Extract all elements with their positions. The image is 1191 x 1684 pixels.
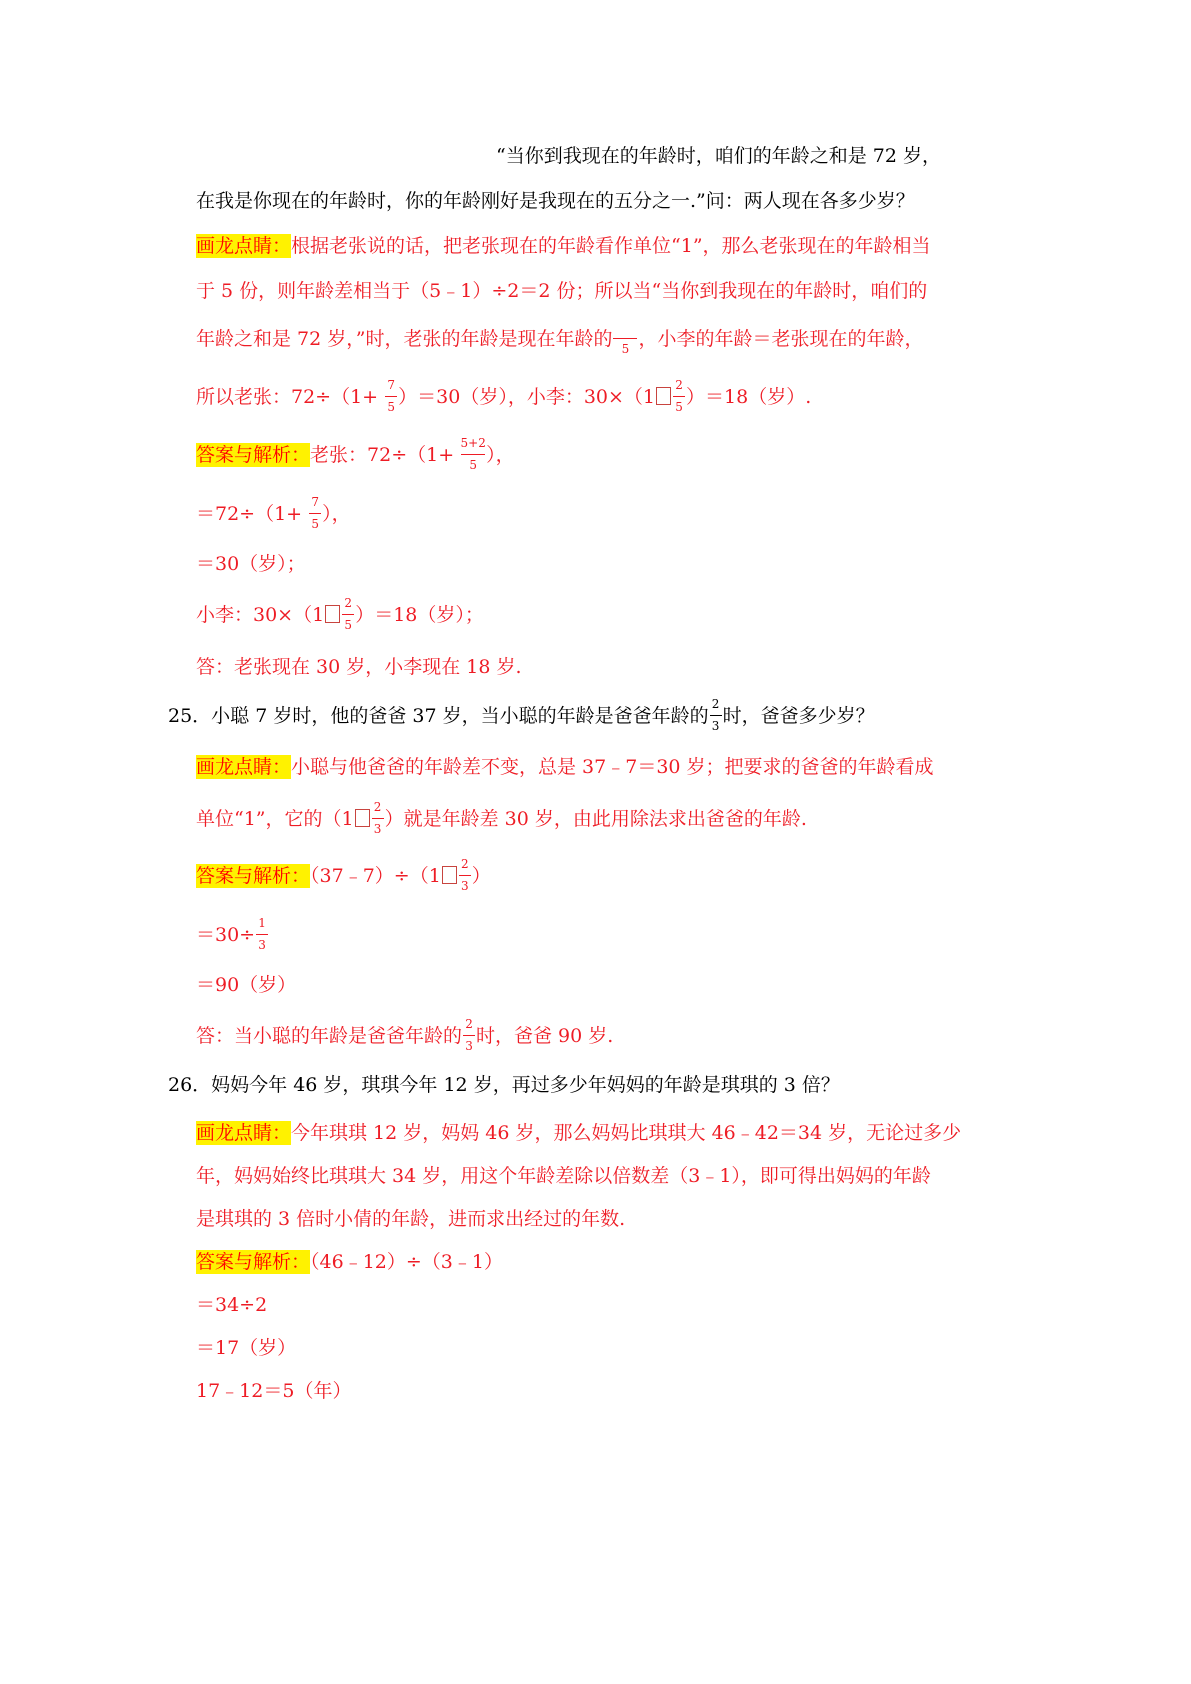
answer-25-line-1: 答案与解析：（37﹣7）÷（1 $\frac{2}{3}$ ） — [196, 857, 491, 893]
question-26: 26．妈妈今年 46 岁，琪琪今年 12 岁，再过多少年妈妈的年龄是琪琪的 3 倍？ — [168, 1074, 840, 1096]
answer-label: 答案与解析： — [196, 1251, 311, 1273]
hint-25-line-2: 单位“1”，它的（1 $\frac{2}{3}$ ）就是年龄差 30 岁，由此用除法求出爸爸的年龄. — [196, 800, 807, 836]
fraction-2-3: $\frac{2}{3}$ — [371, 809, 385, 829]
hint-24-line-3: 年龄之和是 72 岁，”时，老张的年龄是现在年龄的 5 ，小李的年龄＝老张现在的年龄， — [196, 328, 924, 356]
answer-26-line-4: 17﹣12＝5（年） — [196, 1380, 352, 1402]
question-25: 25．小聪 7 岁时，他的爸爸 37 岁，当小聪的年龄是爸爸年龄的 $\frac{2}{3}$ 时，爸爸多少岁？ — [168, 697, 875, 733]
fraction-blank: 5 — [612, 329, 638, 349]
fraction-2-5: $\frac{2}{5}$ — [341, 605, 355, 625]
hint-24-line-1: 画龙点睛：根据老张说的话，把老张现在的年龄看作单位“1”，那么老张现在的年龄相当 — [196, 235, 931, 257]
answer-25-line-3: ＝90（岁） — [196, 974, 297, 996]
hint-25-line-1: 画龙点睛：小聪与他爸爸的年龄差不变，总是 37﹣7＝30 岁；把要求的爸爸的年龄看成 — [196, 756, 934, 778]
answer-24-line-2: ＝72÷（1+ $\frac{7}{5}$ ）， — [196, 495, 351, 531]
answer-24-line-4: 小李：30×（1 $\frac{2}{5}$ ）＝18（岁）； — [196, 596, 484, 632]
missing-glyph-box — [355, 809, 370, 827]
fraction-2-3: $\frac{2}{3}$ — [709, 706, 723, 726]
answer-label: 答案与解析： — [196, 865, 311, 887]
hint-24-line-2: 于 5 份，则年龄差相当于（5﹣1）÷2＝2 份；所以当“当你到我现在的年龄时，咱们的 — [196, 280, 928, 302]
answer-label: 答案与解析： — [196, 444, 311, 466]
hint-24-line-4: 所以老张：72÷（1+ $\frac{7}{5}$ ）＝30（岁），小李：30×（1 $\frac{2}{5}$ ）＝18（岁）. — [196, 378, 812, 414]
answer-26-line-1: 答案与解析：（46﹣12）÷（3﹣1） — [196, 1251, 503, 1273]
answer-24-line-3: ＝30（岁）； — [196, 553, 306, 575]
fraction-7-5: $\frac{7}{5}$ — [384, 387, 398, 407]
answer-24-line-1: 答案与解析：老张：72÷（1+ $\frac{5+2}{5}$ ）， — [196, 436, 515, 472]
answer-26-line-3: ＝17（岁） — [196, 1337, 297, 1359]
hint-26-line-2: 年，妈妈始终比琪琪大 34 岁，用这个年龄差除以倍数差（3﹣1），即可得出妈妈的年龄 — [196, 1165, 931, 1187]
answer-26-line-2: ＝34÷2 — [196, 1294, 268, 1316]
fraction-7-5: $\frac{7}{5}$ — [308, 504, 322, 524]
fraction-2-5: $\frac{2}{5}$ — [672, 387, 686, 407]
answer-24-conclusion: 答：老张现在 30 岁，小李现在 18 岁. — [196, 656, 522, 678]
question-24-line-1: “当你到我现在的年龄时，咱们的年龄之和是 72 岁， — [496, 145, 941, 167]
missing-glyph-box — [656, 387, 671, 405]
hint-26-line-3: 是琪琪的 3 倍时小倩的年龄，进而求出经过的年数. — [196, 1208, 626, 1230]
missing-glyph-box — [442, 866, 457, 884]
hint-26-line-1: 画龙点睛：今年琪琪 12 岁，妈妈 46 岁，那么妈妈比琪琪大 46﹣42＝34 岁，无论过多少 — [196, 1122, 962, 1144]
question-24-line-2: 在我是你现在的年龄时，你的年龄刚好是我现在的五分之一.”问：两人现在各多少岁？ — [196, 190, 915, 212]
answer-25-line-2: ＝30÷ $\frac{1}{3}$ — [196, 921, 269, 949]
answer-25-conclusion: 答：当小聪的年龄是爸爸年龄的 $\frac{2}{3}$ 时，爸爸 90 岁. — [196, 1017, 614, 1053]
hint-label: 画龙点睛： — [196, 1122, 292, 1144]
missing-glyph-box — [325, 605, 340, 623]
fraction-2-3: $\frac{2}{3}$ — [458, 866, 472, 886]
fraction-2-3: $\frac{2}{3}$ — [462, 1026, 476, 1046]
fraction-1-3: $\frac{1}{3}$ — [255, 925, 269, 945]
fraction-5plus2-5: $\frac{5+2}{5}$ — [460, 436, 486, 472]
hint-label: 画龙点睛： — [196, 235, 292, 257]
hint-label: 画龙点睛： — [196, 756, 292, 778]
